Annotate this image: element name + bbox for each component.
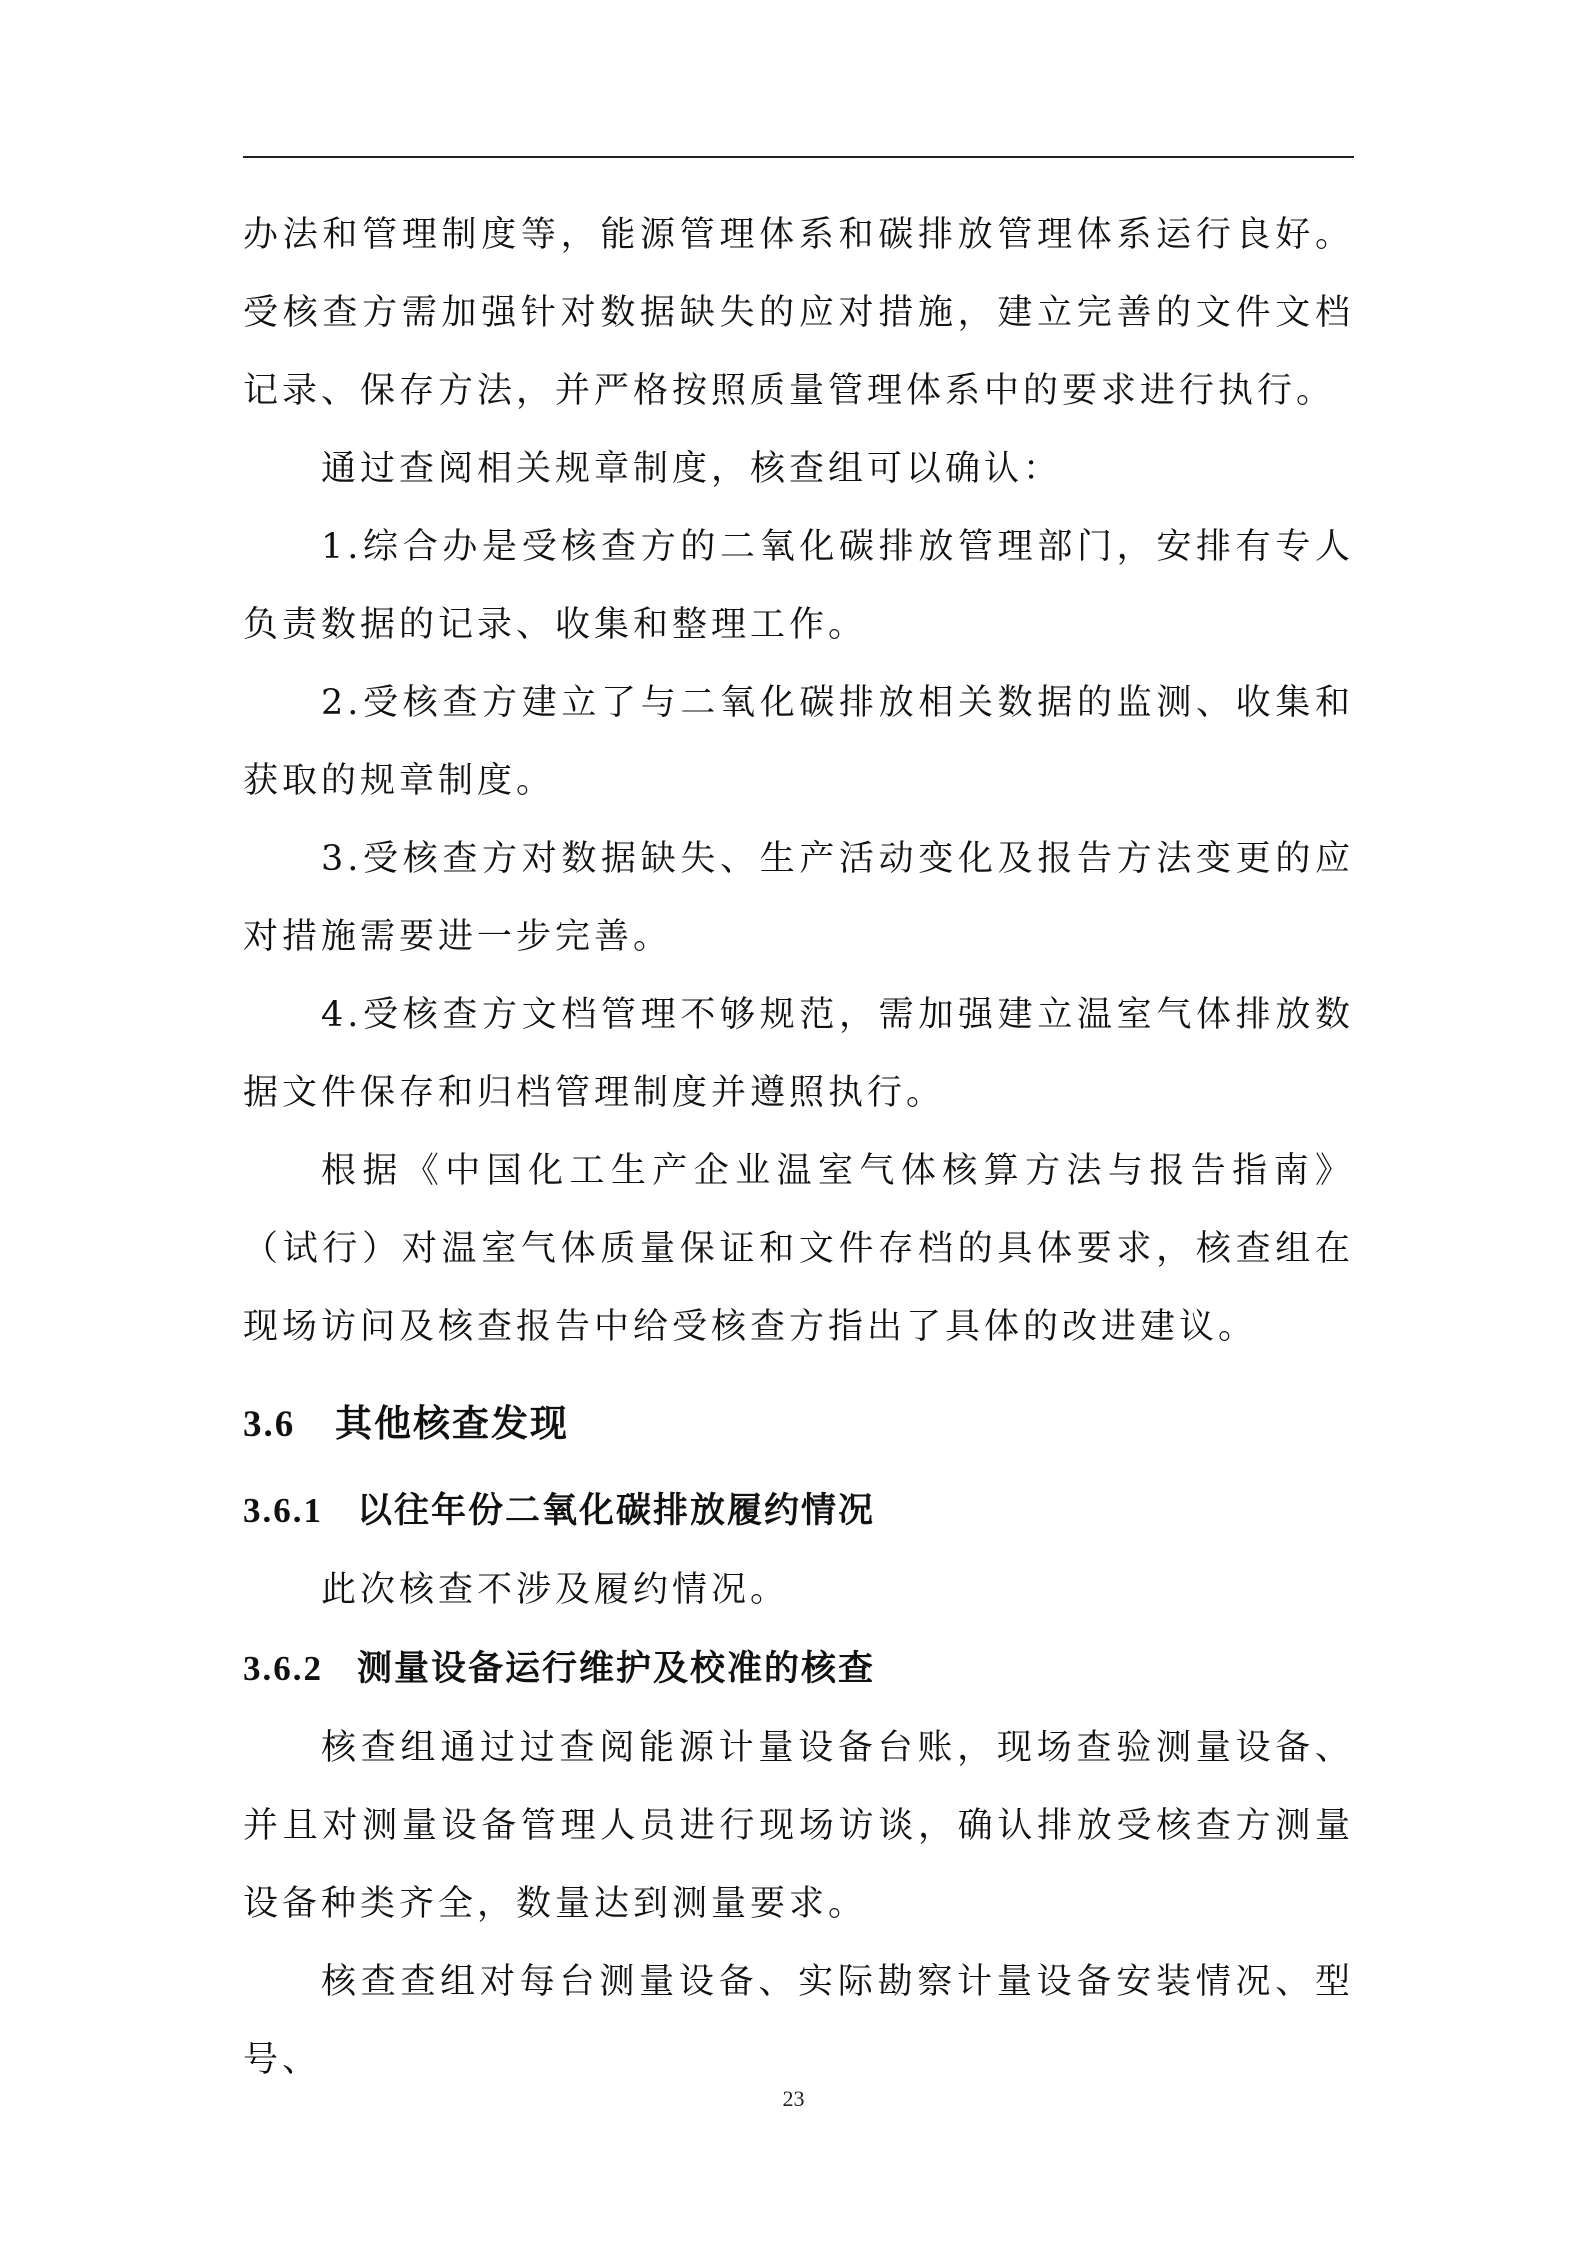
paragraph-item-4: 4.受核查方文档管理不够规范，需加强建立温室气体排放数据文件保存和归档管理制度并遵照执行。 [243, 995, 1354, 1113]
paragraph-item-1: 1.综合办是受核查方的二氧化碳排放管理部门，安排有专人负责数据的记录、收集和整理工作。 [243, 527, 1354, 645]
section-3-6-number: 3.6 [243, 1404, 296, 1445]
paragraph-review-intro: 通过查阅相关规章制度，核查组可以确认： [321, 449, 1063, 489]
section-3-6-1-heading [243, 1471, 1354, 1551]
paragraph-guideline: 根据《中国化工生产企业温室气体核算方法与报告指南》（试行）对温室气体质量保证和文件存档的具体要求，核查组在现场访问及核查报告中给受核查方指出了具体的改进建议。 [243, 1151, 1354, 1347]
paragraph-item-2: 2.受核查方建立了与二氧化碳排放相关数据的监测、收集和获取的规章制度。 [243, 683, 1354, 801]
paragraph-item-3: 3.受核查方对数据缺失、生产活动变化及报告方法变更的应对措施需要进一步完善。 [243, 839, 1354, 957]
section-3-6-2-paragraph-2: 核查查组对每台测量设备、实际勘察计量设备安装情况、型号、 [243, 1962, 1354, 2080]
section-3-6-1-body: 此次核查不涉及履约情况。 [321, 1570, 790, 1610]
section-3-6-heading [243, 1378, 1354, 1471]
section-3-6-2-title: 测量设备运行维护及校准的核查 [357, 1649, 876, 1689]
section-3-6-2-number: 3.6.2 [243, 1649, 323, 1688]
paragraph-continuation: 办法和管理制度等，能源管理体系和碳排放管理体系运行良好。受核查方需加强针对数据缺失的应对措施，建立完善的文件文档记录、保存方法，并严格按照质量管理体系中的要求进行执行。 [243, 215, 1354, 411]
header-rule [243, 156, 1354, 158]
section-3-6-title: 其他核查发现 [335, 1402, 569, 1445]
page-content [243, 196, 1354, 2099]
section-3-6-2-paragraph-1: 核查组通过过查阅能源计量设备台账，现场查验测量设备、并且对测量设备管理人员进行现场访谈，确认排放受核查方测量设备种类齐全，数量达到测量要求。 [243, 1728, 1354, 1924]
page-number: 23 [782, 2086, 805, 2111]
section-3-6-2-heading [243, 1629, 1354, 1709]
section-3-6-1-number: 3.6.1 [243, 1491, 323, 1530]
section-3-6-1-title: 以往年份二氧化碳排放履约情况 [357, 1491, 876, 1531]
